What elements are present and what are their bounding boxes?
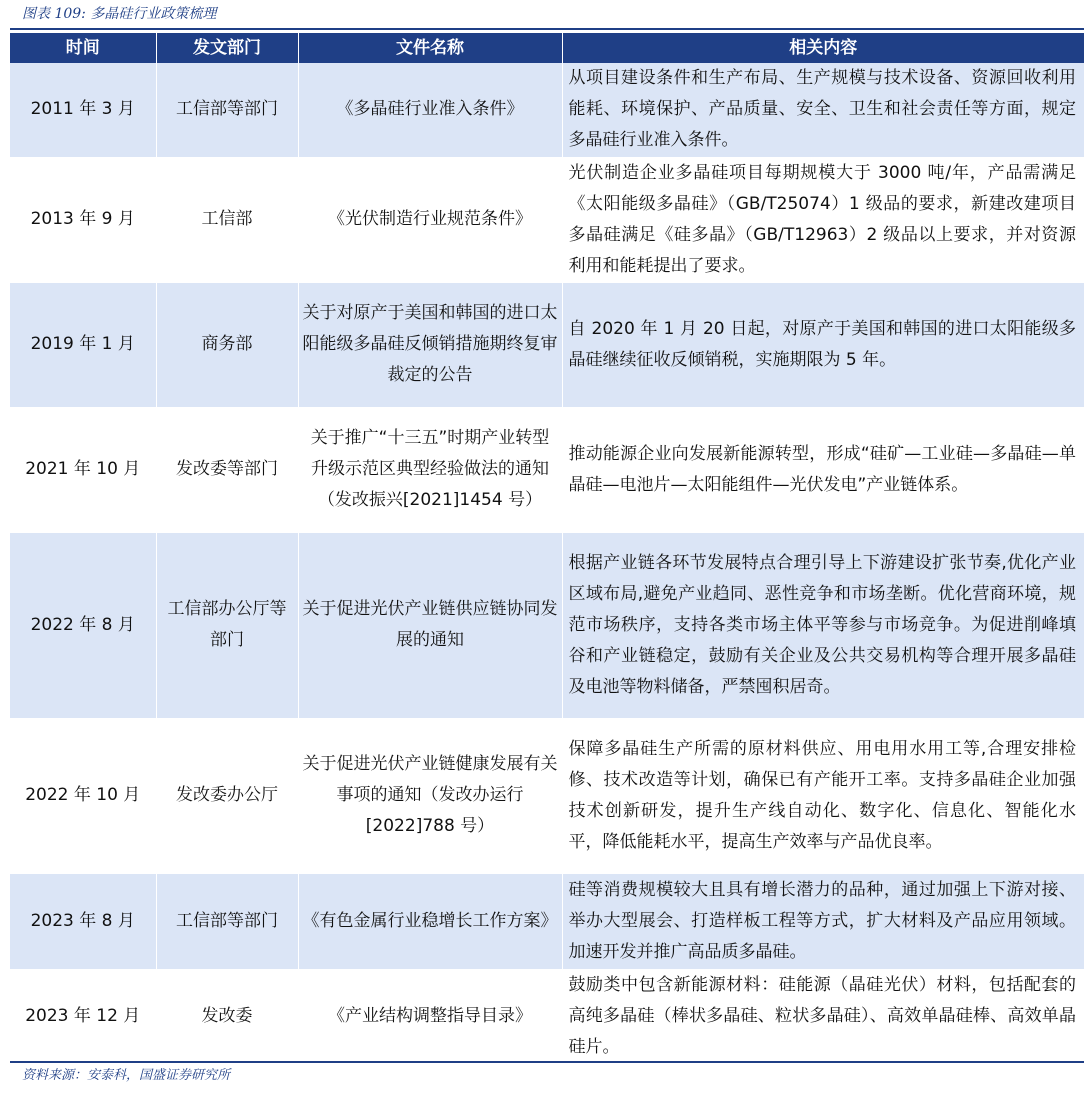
cell-time: 2022 年 8 月 <box>10 532 156 718</box>
cell-content: 保障多晶硅生产所需的原材料供应、用电用水用工等,合理安排检修、技术改造等计划，确保已有产能开工率。支持多晶硅企业加强技术创新研发，提升生产线自动化、数字化、信息化、智能化水平，降低能耗水平，提高生产效率与产品优良率。 <box>562 718 1084 873</box>
bottom-rule <box>10 1061 1084 1063</box>
header-content: 相关内容 <box>562 33 1084 63</box>
table-row <box>10 282 1084 407</box>
cell-dept: 发改委 <box>156 969 298 1064</box>
table-row <box>10 718 1084 873</box>
header-name: 文件名称 <box>298 33 562 63</box>
cell-time: 2023 年 8 月 <box>10 873 156 969</box>
table-row <box>10 157 1084 282</box>
table-row <box>10 969 1084 1064</box>
cell-time: 2011 年 3 月 <box>10 63 156 157</box>
cell-time: 2013 年 9 月 <box>10 157 156 282</box>
figure-caption: 图表 109: 多晶硅行业政策梳理 <box>22 6 217 22</box>
cell-dept: 工信部等部门 <box>156 873 298 969</box>
cell-content: 硅等消费规模较大且具有增长潜力的品种，通过加强上下游对接、举办大型展会、打造样板工程等方式，扩大材料及产品应用领域。加速开发并推广高品质多晶硅。 <box>562 873 1084 969</box>
cell-dept: 发改委等部门 <box>156 407 298 532</box>
top-rule <box>10 28 1084 30</box>
cell-time: 2019 年 1 月 <box>10 282 156 407</box>
cell-dept: 工信部 <box>156 157 298 282</box>
cell-name: 《产业结构调整指导目录》 <box>298 969 562 1064</box>
table-row <box>10 407 1084 532</box>
cell-name: 关于促进光伏产业链供应链协同发展的通知 <box>298 532 562 718</box>
cell-time: 2021 年 10 月 <box>10 407 156 532</box>
table-header-row <box>10 33 1084 63</box>
cell-content: 光伏制造企业多晶硅项目每期规模大于 3000 吨/年，产品需满足《太阳能级多晶硅》（GB/T25074）1 级品的要求，新建改建项目多晶硅满足《硅多晶》（GB/T12963）2 级品以上要求，并对资源利用和能耗提出了要求。 <box>562 157 1084 282</box>
cell-dept: 工信部办公厅等部门 <box>156 532 298 718</box>
cell-name: 《有色金属行业稳增长工作方案》 <box>298 873 562 969</box>
source-note: 资料来源：安泰科，国盛证券研究所 <box>22 1068 231 1083</box>
header-dept: 发文部门 <box>156 33 298 63</box>
cell-dept: 发改委办公厅 <box>156 718 298 873</box>
policy-table-wrapper <box>10 33 1084 1065</box>
cell-time: 2023 年 12 月 <box>10 969 156 1064</box>
cell-name: 关于对原产于美国和韩国的进口太阳能级多晶硅反倾销措施期终复审裁定的公告 <box>298 282 562 407</box>
table-row <box>10 63 1084 157</box>
cell-dept: 工信部等部门 <box>156 63 298 157</box>
cell-dept: 商务部 <box>156 282 298 407</box>
header-time: 时间 <box>10 33 156 63</box>
cell-time: 2022 年 10 月 <box>10 718 156 873</box>
cell-content: 推动能源企业向发展新能源转型，形成“硅矿—工业硅—多晶硅—单晶硅—电池片—太阳能组件—光伏发电”产业链体系。 <box>562 407 1084 532</box>
policy-table <box>10 33 1084 1065</box>
cell-content: 从项目建设条件和生产布局、生产规模与技术设备、资源回收利用能耗、环境保护、产品质量、安全、卫生和社会责任等方面，规定多晶硅行业准入条件。 <box>562 63 1084 157</box>
cell-name: 《光伏制造行业规范条件》 <box>298 157 562 282</box>
cell-name: 关于促进光伏产业链健康发展有关事项的通知（发改办运行[2022]788 号） <box>298 718 562 873</box>
cell-content: 根据产业链各环节发展特点合理引导上下游建设扩张节奏,优化产业区域布局,避免产业趋同、恶性竞争和市场垄断。优化营商环境，规范市场秩序，支持各类市场主体平等参与市场竞争。为促进削峰填谷和产业链稳定，鼓励有关企业及公共交易机构等合理开展多晶硅及电池等物料储备，严禁囤积居奇。 <box>562 532 1084 718</box>
cell-content: 鼓励类中包含新能源材料：硅能源（晶硅光伏）材料，包括配套的高纯多晶硅（棒状多晶硅、粒状多晶硅）、高效单晶硅棒、高效单晶硅片。 <box>562 969 1084 1064</box>
table-row <box>10 532 1084 718</box>
table-row <box>10 873 1084 969</box>
cell-name: 关于推广“十三五”时期产业转型升级示范区典型经验做法的通知（发改振兴[2021]1454 号） <box>298 407 562 532</box>
cell-content: 自 2020 年 1 月 20 日起，对原产于美国和韩国的进口太阳能级多晶硅继续征收反倾销税，实施期限为 5 年。 <box>562 282 1084 407</box>
cell-name: 《多晶硅行业准入条件》 <box>298 63 562 157</box>
